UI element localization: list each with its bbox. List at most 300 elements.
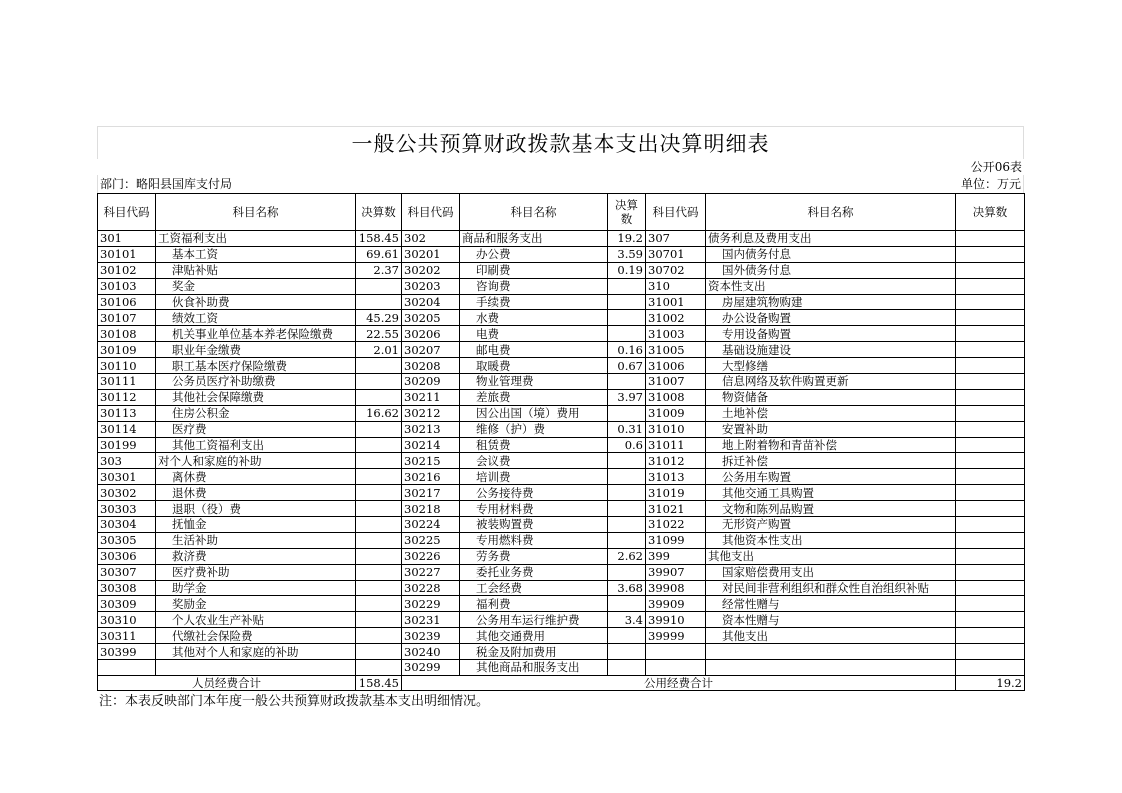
cell-code: 30211 <box>402 389 460 405</box>
cell-code: 310 <box>646 278 706 294</box>
cell-name: 其他社会保障缴费 <box>156 389 356 405</box>
cell-name: 绩效工资 <box>156 310 356 326</box>
cell-value <box>356 358 402 374</box>
cell-value: 19.2 <box>608 231 646 247</box>
cell-code: 30199 <box>98 437 156 453</box>
cell-name: 房屋建筑物购建 <box>706 294 956 310</box>
column-header: 决算数 <box>356 194 402 231</box>
table-row <box>98 374 1025 390</box>
cell-code: 31022 <box>646 517 706 533</box>
cell-value: 0.19 <box>608 262 646 278</box>
cell-value: 2.62 <box>608 548 646 564</box>
cell-value <box>956 421 1025 437</box>
table-row <box>98 389 1025 405</box>
cell-value <box>356 612 402 628</box>
cell-name: 救济费 <box>156 548 356 564</box>
cell-value <box>608 628 646 644</box>
cell-name: 办公设备购置 <box>706 310 956 326</box>
cell-name: 劳务费 <box>460 548 608 564</box>
cell-name: 基础设施建设 <box>706 342 956 358</box>
cell-code: 39908 <box>646 580 706 596</box>
public-total-label: 公用经费合计 <box>402 675 956 690</box>
cell-name: 生活补助 <box>156 532 356 548</box>
column-header: 科目代码 <box>646 194 706 231</box>
table-row <box>98 501 1025 517</box>
cell-value <box>956 310 1025 326</box>
cell-value <box>608 310 646 326</box>
cell-value: 69.61 <box>356 246 402 262</box>
table-row <box>98 644 1025 660</box>
cell-code: 30110 <box>98 358 156 374</box>
cell-name: 代缴社会保险费 <box>156 628 356 644</box>
cell-code <box>646 660 706 676</box>
table-row <box>98 310 1025 326</box>
column-header: 决算数 <box>956 194 1025 231</box>
cell-code: 30239 <box>402 628 460 644</box>
table-row <box>98 596 1025 612</box>
table-row <box>98 532 1025 548</box>
cell-name: 其他工资福利支出 <box>156 437 356 453</box>
cell-code: 30114 <box>98 421 156 437</box>
cell-name: 专用燃料费 <box>460 532 608 548</box>
cell-name: 手续费 <box>460 294 608 310</box>
table-row <box>98 358 1025 374</box>
table-row <box>98 469 1025 485</box>
cell-name: 机关事业单位基本养老保险缴费 <box>156 326 356 342</box>
cell-value: 22.55 <box>356 326 402 342</box>
cell-code: 31013 <box>646 469 706 485</box>
cell-code: 30203 <box>402 278 460 294</box>
cell-code: 30305 <box>98 532 156 548</box>
cell-value <box>956 278 1025 294</box>
cell-code: 39907 <box>646 564 706 580</box>
cell-name: 工资福利支出 <box>156 231 356 247</box>
cell-code: 307 <box>646 231 706 247</box>
cell-value <box>608 453 646 469</box>
cell-code: 399 <box>646 548 706 564</box>
cell-code: 30309 <box>98 596 156 612</box>
cell-code: 302 <box>402 231 460 247</box>
cell-value <box>356 437 402 453</box>
cell-code: 31010 <box>646 421 706 437</box>
cell-code: 30201 <box>402 246 460 262</box>
cell-value <box>956 485 1025 501</box>
report-title: 一般公共预算财政拨款基本支出决算明细表 <box>97 126 1024 159</box>
cell-value: 3.4 <box>608 612 646 628</box>
table-note: 注：本表反映部门本年度一般公共预算财政拨款基本支出明细情况。 <box>99 693 490 709</box>
cell-name: 文物和陈列品购置 <box>706 501 956 517</box>
cell-code: 30213 <box>402 421 460 437</box>
department-label: 部门：略阳县国库支付局 <box>100 177 233 191</box>
cell-name: 税金及附加费用 <box>460 644 608 660</box>
public-total-value: 19.2 <box>956 675 1025 690</box>
cell-name: 物业管理费 <box>460 374 608 390</box>
cell-value <box>956 548 1025 564</box>
cell-value <box>356 485 402 501</box>
cell-name: 国内债务付息 <box>706 246 956 262</box>
cell-name: 培训费 <box>460 469 608 485</box>
cell-code: 301 <box>98 231 156 247</box>
cell-code: 30204 <box>402 294 460 310</box>
cell-name: 对民间非营利组织和群众性自治组织补贴 <box>706 580 956 596</box>
cell-code: 31012 <box>646 453 706 469</box>
cell-name: 差旅费 <box>460 389 608 405</box>
cell-value: 3.59 <box>608 246 646 262</box>
cell-name: 邮电费 <box>460 342 608 358</box>
cell-value <box>956 469 1025 485</box>
cell-value: 0.31 <box>608 421 646 437</box>
cell-code: 31005 <box>646 342 706 358</box>
cell-code: 30306 <box>98 548 156 564</box>
cell-name: 拆迁补偿 <box>706 453 956 469</box>
column-header: 科目代码 <box>98 194 156 231</box>
cell-name: 经常性赠与 <box>706 596 956 612</box>
table-header-row <box>98 194 1025 231</box>
cell-code: 30310 <box>98 612 156 628</box>
cell-value <box>356 389 402 405</box>
cell-value: 0.16 <box>608 342 646 358</box>
cell-name: 资本性赠与 <box>706 612 956 628</box>
cell-name: 伙食补助费 <box>156 294 356 310</box>
cell-name: 公务接待费 <box>460 485 608 501</box>
table-row <box>98 421 1025 437</box>
cell-value <box>608 564 646 580</box>
cell-code <box>646 644 706 660</box>
cell-code: 31006 <box>646 358 706 374</box>
cell-name <box>156 660 356 676</box>
cell-name: 工会经费 <box>460 580 608 596</box>
cell-name: 印刷费 <box>460 262 608 278</box>
cell-name: 国家赔偿费用支出 <box>706 564 956 580</box>
cell-value: 2.01 <box>356 342 402 358</box>
table-body <box>98 231 1025 676</box>
cell-code: 30101 <box>98 246 156 262</box>
cell-code: 30206 <box>402 326 460 342</box>
cell-code: 30205 <box>402 310 460 326</box>
cell-value <box>356 294 402 310</box>
cell-value <box>956 389 1025 405</box>
cell-name: 抚恤金 <box>156 517 356 533</box>
column-header: 科目名称 <box>156 194 356 231</box>
cell-code: 30304 <box>98 517 156 533</box>
cell-code: 30113 <box>98 405 156 421</box>
meta-row <box>97 175 1024 193</box>
form-number: 公开06表 <box>970 160 1022 174</box>
table-row <box>98 437 1025 453</box>
cell-value <box>956 612 1025 628</box>
cell-code: 30216 <box>402 469 460 485</box>
table-row <box>98 342 1025 358</box>
cell-name: 其他交通费用 <box>460 628 608 644</box>
table-row <box>98 278 1025 294</box>
cell-name: 住房公积金 <box>156 405 356 421</box>
cell-name: 被装购置费 <box>460 517 608 533</box>
cell-name: 取暖费 <box>460 358 608 374</box>
table-row <box>98 405 1025 421</box>
cell-name: 维修（护）费 <box>460 421 608 437</box>
cell-name: 职业年金缴费 <box>156 342 356 358</box>
cell-value <box>608 294 646 310</box>
cell-code: 30225 <box>402 532 460 548</box>
cell-name: 无形资产购置 <box>706 517 956 533</box>
cell-name: 其他支出 <box>706 628 956 644</box>
cell-code: 30701 <box>646 246 706 262</box>
cell-code: 30202 <box>402 262 460 278</box>
table-row <box>98 231 1025 247</box>
cell-code: 31099 <box>646 532 706 548</box>
cell-code: 31009 <box>646 405 706 421</box>
cell-name: 其他交通工具购置 <box>706 485 956 501</box>
cell-name: 其他资本性支出 <box>706 532 956 548</box>
column-header: 科目名称 <box>706 194 956 231</box>
cell-value <box>608 517 646 533</box>
cell-value <box>956 580 1025 596</box>
personnel-total-label: 人员经费合计 <box>98 675 356 690</box>
cell-name: 退职（役）费 <box>156 501 356 517</box>
cell-code: 30311 <box>98 628 156 644</box>
cell-code: 30399 <box>98 644 156 660</box>
table-row <box>98 262 1025 278</box>
table-row <box>98 628 1025 644</box>
cell-value: 3.68 <box>608 580 646 596</box>
cell-value <box>956 437 1025 453</box>
cell-code: 31003 <box>646 326 706 342</box>
cell-code <box>98 660 156 676</box>
cell-code: 31002 <box>646 310 706 326</box>
cell-name <box>706 644 956 660</box>
cell-value <box>356 564 402 580</box>
cell-name: 医疗费补助 <box>156 564 356 580</box>
table-row <box>98 294 1025 310</box>
cell-value <box>608 278 646 294</box>
cell-value <box>956 231 1025 247</box>
cell-name <box>706 660 956 676</box>
cell-value <box>608 326 646 342</box>
cell-name: 专用设备购置 <box>706 326 956 342</box>
cell-name: 委托业务费 <box>460 564 608 580</box>
cell-code: 31021 <box>646 501 706 517</box>
cell-code: 30227 <box>402 564 460 580</box>
cell-code: 30229 <box>402 596 460 612</box>
table-row <box>98 548 1025 564</box>
cell-name: 职工基本医疗保险缴费 <box>156 358 356 374</box>
cell-code: 31011 <box>646 437 706 453</box>
cell-value <box>956 517 1025 533</box>
cell-code: 30214 <box>402 437 460 453</box>
cell-value <box>608 405 646 421</box>
cell-value <box>608 374 646 390</box>
cell-code: 30107 <box>98 310 156 326</box>
cell-name: 债务利息及费用支出 <box>706 231 956 247</box>
cell-code: 30226 <box>402 548 460 564</box>
cell-name: 对个人和家庭的补助 <box>156 453 356 469</box>
cell-code: 30112 <box>98 389 156 405</box>
cell-code: 30308 <box>98 580 156 596</box>
cell-name: 资本性支出 <box>706 278 956 294</box>
cell-name: 公务员医疗补助缴费 <box>156 374 356 390</box>
cell-name: 医疗费 <box>156 421 356 437</box>
cell-code: 30103 <box>98 278 156 294</box>
cell-value <box>356 517 402 533</box>
cell-name: 奖励金 <box>156 596 356 612</box>
cell-code: 30299 <box>402 660 460 676</box>
cell-code: 31007 <box>646 374 706 390</box>
cell-code: 31008 <box>646 389 706 405</box>
cell-value <box>356 453 402 469</box>
cell-code: 30224 <box>402 517 460 533</box>
cell-value: 0.67 <box>608 358 646 374</box>
cell-value <box>956 660 1025 676</box>
cell-code: 30303 <box>98 501 156 517</box>
table-row <box>98 453 1025 469</box>
cell-value <box>956 262 1025 278</box>
cell-value <box>356 660 402 676</box>
totals-row <box>98 675 1025 690</box>
table-row <box>98 564 1025 580</box>
cell-value <box>956 453 1025 469</box>
cell-name: 专用材料费 <box>460 501 608 517</box>
cell-name: 公务用车购置 <box>706 469 956 485</box>
cell-value <box>956 326 1025 342</box>
cell-name: 公务用车运行维护费 <box>460 612 608 628</box>
cell-code: 30301 <box>98 469 156 485</box>
cell-value <box>356 501 402 517</box>
cell-value <box>608 469 646 485</box>
cell-name: 租赁费 <box>460 437 608 453</box>
cell-code: 30207 <box>402 342 460 358</box>
column-header: 决算 数 <box>608 194 646 231</box>
cell-value: 45.29 <box>356 310 402 326</box>
cell-name: 国外债务付息 <box>706 262 956 278</box>
cell-name: 离休费 <box>156 469 356 485</box>
table-row <box>98 612 1025 628</box>
cell-name: 会议费 <box>460 453 608 469</box>
cell-code: 30307 <box>98 564 156 580</box>
cell-value <box>356 278 402 294</box>
cell-name: 个人农业生产补贴 <box>156 612 356 628</box>
cell-value <box>956 342 1025 358</box>
column-header: 科目代码 <box>402 194 460 231</box>
cell-value: 158.45 <box>356 231 402 247</box>
cell-value <box>356 628 402 644</box>
cell-value <box>956 405 1025 421</box>
table-row <box>98 580 1025 596</box>
cell-code: 30215 <box>402 453 460 469</box>
cell-value <box>356 374 402 390</box>
cell-name: 水费 <box>460 310 608 326</box>
cell-name: 助学金 <box>156 580 356 596</box>
cell-code: 31001 <box>646 294 706 310</box>
cell-name: 退休费 <box>156 485 356 501</box>
cell-value <box>356 421 402 437</box>
cell-name: 其他商品和服务支出 <box>460 660 608 676</box>
table-row <box>98 660 1025 676</box>
cell-value <box>356 469 402 485</box>
cell-value <box>356 580 402 596</box>
cell-value <box>608 485 646 501</box>
cell-name: 其他对个人和家庭的补助 <box>156 644 356 660</box>
table-row <box>98 246 1025 262</box>
cell-name: 商品和服务支出 <box>460 231 608 247</box>
cell-code: 39909 <box>646 596 706 612</box>
cell-value <box>356 644 402 660</box>
cell-name: 大型修缮 <box>706 358 956 374</box>
cell-value: 16.62 <box>356 405 402 421</box>
cell-value <box>608 644 646 660</box>
cell-value: 2.37 <box>356 262 402 278</box>
cell-name: 物资储备 <box>706 389 956 405</box>
personnel-total-value: 158.45 <box>356 675 402 690</box>
cell-code: 30208 <box>402 358 460 374</box>
column-header: 科目名称 <box>460 194 608 231</box>
table-row <box>98 326 1025 342</box>
cell-name: 因公出国（境）费用 <box>460 405 608 421</box>
cell-name: 电费 <box>460 326 608 342</box>
cell-name: 奖金 <box>156 278 356 294</box>
cell-code: 30217 <box>402 485 460 501</box>
cell-code: 30231 <box>402 612 460 628</box>
cell-value <box>356 596 402 612</box>
cell-name: 土地补偿 <box>706 405 956 421</box>
cell-name: 地上附着物和青苗补偿 <box>706 437 956 453</box>
cell-value <box>608 596 646 612</box>
cell-code: 39999 <box>646 628 706 644</box>
cell-value <box>956 294 1025 310</box>
cell-code: 39910 <box>646 612 706 628</box>
cell-name: 津贴补贴 <box>156 262 356 278</box>
cell-code: 30102 <box>98 262 156 278</box>
unit-label: 单位：万元 <box>960 177 1021 191</box>
cell-value: 0.6 <box>608 437 646 453</box>
cell-name: 办公费 <box>460 246 608 262</box>
cell-code: 30218 <box>402 501 460 517</box>
cell-name: 福利费 <box>460 596 608 612</box>
table-row <box>98 485 1025 501</box>
cell-value: 3.97 <box>608 389 646 405</box>
cell-value <box>956 358 1025 374</box>
cell-code: 30240 <box>402 644 460 660</box>
cell-name: 信息网络及软件购置更新 <box>706 374 956 390</box>
cell-code: 30209 <box>402 374 460 390</box>
cell-value <box>608 532 646 548</box>
cell-name: 基本工资 <box>156 246 356 262</box>
cell-value <box>956 644 1025 660</box>
cell-code: 30228 <box>402 580 460 596</box>
cell-code: 30106 <box>98 294 156 310</box>
cell-value <box>956 596 1025 612</box>
cell-code: 303 <box>98 453 156 469</box>
cell-code: 30109 <box>98 342 156 358</box>
cell-code: 30111 <box>98 374 156 390</box>
cell-code: 31019 <box>646 485 706 501</box>
cell-value <box>608 501 646 517</box>
cell-code: 30302 <box>98 485 156 501</box>
cell-value <box>956 532 1025 548</box>
cell-value <box>956 374 1025 390</box>
cell-name: 其他支出 <box>706 548 956 564</box>
cell-code: 30108 <box>98 326 156 342</box>
cell-code: 30212 <box>402 405 460 421</box>
cell-value <box>608 660 646 676</box>
cell-value <box>356 548 402 564</box>
cell-value <box>956 628 1025 644</box>
cell-value <box>956 246 1025 262</box>
cell-name: 咨询费 <box>460 278 608 294</box>
cell-code: 30702 <box>646 262 706 278</box>
cell-value <box>956 564 1025 580</box>
report-sheet <box>97 126 1024 711</box>
cell-value <box>956 501 1025 517</box>
